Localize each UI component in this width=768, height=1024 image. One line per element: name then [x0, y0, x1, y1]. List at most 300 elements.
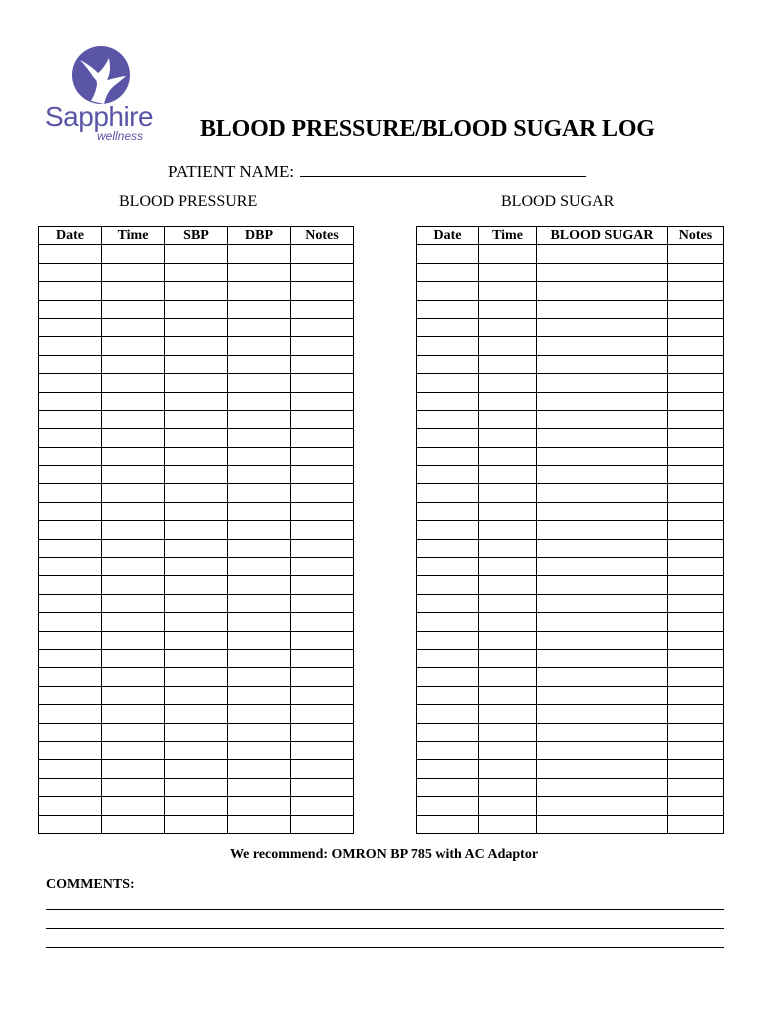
cell-date[interactable]	[39, 484, 102, 502]
cell-date[interactable]	[417, 815, 479, 833]
cell-notes[interactable]	[668, 723, 724, 741]
cell-time[interactable]	[102, 797, 165, 815]
cell-date[interactable]	[39, 300, 102, 318]
cell-notes[interactable]	[668, 484, 724, 502]
cell-time[interactable]	[479, 502, 537, 520]
cell-date[interactable]	[39, 741, 102, 759]
cell-blood-sugar[interactable]	[537, 705, 668, 723]
cell-notes[interactable]	[668, 778, 724, 796]
cell-sbp[interactable]	[165, 337, 228, 355]
cell-date[interactable]	[417, 374, 479, 392]
cell-time[interactable]	[102, 484, 165, 502]
cell-date[interactable]	[39, 374, 102, 392]
cell-dbp[interactable]	[228, 300, 291, 318]
cell-dbp[interactable]	[228, 447, 291, 465]
cell-date[interactable]	[417, 778, 479, 796]
cell-notes[interactable]	[291, 318, 354, 336]
cell-time[interactable]	[479, 447, 537, 465]
cell-sbp[interactable]	[165, 245, 228, 263]
cell-sbp[interactable]	[165, 263, 228, 281]
cell-notes[interactable]	[668, 649, 724, 667]
cell-dbp[interactable]	[228, 245, 291, 263]
cell-time[interactable]	[479, 429, 537, 447]
cell-notes[interactable]	[668, 705, 724, 723]
cell-blood-sugar[interactable]	[537, 668, 668, 686]
cell-time[interactable]	[102, 337, 165, 355]
cell-time[interactable]	[102, 815, 165, 833]
comment-line[interactable]	[46, 928, 724, 929]
cell-notes[interactable]	[668, 797, 724, 815]
cell-blood-sugar[interactable]	[537, 392, 668, 410]
cell-notes[interactable]	[668, 558, 724, 576]
cell-sbp[interactable]	[165, 484, 228, 502]
cell-time[interactable]	[102, 594, 165, 612]
cell-notes[interactable]	[291, 686, 354, 704]
cell-date[interactable]	[39, 797, 102, 815]
cell-dbp[interactable]	[228, 594, 291, 612]
cell-date[interactable]	[39, 686, 102, 704]
cell-blood-sugar[interactable]	[537, 502, 668, 520]
cell-time[interactable]	[102, 466, 165, 484]
cell-notes[interactable]	[668, 447, 724, 465]
cell-dbp[interactable]	[228, 558, 291, 576]
cell-notes[interactable]	[291, 447, 354, 465]
cell-date[interactable]	[417, 337, 479, 355]
cell-blood-sugar[interactable]	[537, 631, 668, 649]
cell-time[interactable]	[102, 741, 165, 759]
cell-dbp[interactable]	[228, 466, 291, 484]
cell-time[interactable]	[102, 760, 165, 778]
cell-dbp[interactable]	[228, 521, 291, 539]
cell-time[interactable]	[479, 741, 537, 759]
cell-notes[interactable]	[291, 300, 354, 318]
cell-time[interactable]	[479, 521, 537, 539]
cell-notes[interactable]	[668, 539, 724, 557]
cell-notes[interactable]	[668, 521, 724, 539]
cell-time[interactable]	[102, 631, 165, 649]
cell-sbp[interactable]	[165, 594, 228, 612]
cell-dbp[interactable]	[228, 797, 291, 815]
cell-time[interactable]	[479, 300, 537, 318]
cell-notes[interactable]	[291, 631, 354, 649]
cell-date[interactable]	[39, 410, 102, 428]
cell-sbp[interactable]	[165, 558, 228, 576]
cell-notes[interactable]	[291, 649, 354, 667]
cell-notes[interactable]	[291, 484, 354, 502]
cell-date[interactable]	[417, 539, 479, 557]
cell-date[interactable]	[39, 668, 102, 686]
cell-time[interactable]	[479, 337, 537, 355]
cell-notes[interactable]	[668, 502, 724, 520]
cell-time[interactable]	[479, 263, 537, 281]
cell-time[interactable]	[102, 686, 165, 704]
cell-time[interactable]	[102, 649, 165, 667]
cell-notes[interactable]	[291, 723, 354, 741]
cell-date[interactable]	[39, 539, 102, 557]
cell-blood-sugar[interactable]	[537, 723, 668, 741]
cell-date[interactable]	[39, 631, 102, 649]
cell-notes[interactable]	[291, 355, 354, 373]
table-row	[417, 484, 724, 502]
patient-name-field[interactable]	[300, 160, 586, 177]
cell-notes[interactable]	[291, 815, 354, 833]
cell-sbp[interactable]	[165, 300, 228, 318]
cell-time[interactable]	[102, 539, 165, 557]
cell-date[interactable]	[417, 723, 479, 741]
cell-blood-sugar[interactable]	[537, 797, 668, 815]
cell-date[interactable]	[39, 594, 102, 612]
cell-date[interactable]	[417, 318, 479, 336]
cell-blood-sugar[interactable]	[537, 300, 668, 318]
cell-notes[interactable]	[291, 576, 354, 594]
cell-dbp[interactable]	[228, 484, 291, 502]
cell-sbp[interactable]	[165, 502, 228, 520]
cell-sbp[interactable]	[165, 539, 228, 557]
cell-time[interactable]	[479, 245, 537, 263]
cell-sbp[interactable]	[165, 429, 228, 447]
cell-time[interactable]	[102, 558, 165, 576]
cell-sbp[interactable]	[165, 797, 228, 815]
cell-notes[interactable]	[291, 778, 354, 796]
cell-date[interactable]	[417, 300, 479, 318]
cell-date[interactable]	[39, 466, 102, 484]
table-row	[39, 797, 354, 815]
cell-date[interactable]	[417, 797, 479, 815]
cell-time[interactable]	[479, 392, 537, 410]
cell-time[interactable]	[479, 410, 537, 428]
cell-time[interactable]	[479, 355, 537, 373]
cell-date[interactable]	[417, 484, 479, 502]
cell-date[interactable]	[417, 741, 479, 759]
cell-blood-sugar[interactable]	[537, 355, 668, 373]
cell-time[interactable]	[479, 760, 537, 778]
cell-notes[interactable]	[291, 410, 354, 428]
cell-sbp[interactable]	[165, 466, 228, 484]
cell-date[interactable]	[417, 576, 479, 594]
cell-time[interactable]	[102, 410, 165, 428]
cell-notes[interactable]	[668, 466, 724, 484]
cell-notes[interactable]	[291, 741, 354, 759]
cell-time[interactable]	[479, 374, 537, 392]
cell-sbp[interactable]	[165, 649, 228, 667]
cell-blood-sugar[interactable]	[537, 466, 668, 484]
cell-sbp[interactable]	[165, 282, 228, 300]
cell-dbp[interactable]	[228, 374, 291, 392]
cell-notes[interactable]	[668, 429, 724, 447]
cell-dbp[interactable]	[228, 760, 291, 778]
cell-time[interactable]	[102, 502, 165, 520]
cell-sbp[interactable]	[165, 521, 228, 539]
cell-notes[interactable]	[668, 355, 724, 373]
cell-date[interactable]	[417, 613, 479, 631]
cell-time[interactable]	[479, 705, 537, 723]
cell-sbp[interactable]	[165, 686, 228, 704]
cell-date[interactable]	[417, 429, 479, 447]
cell-notes[interactable]	[668, 594, 724, 612]
cell-notes[interactable]	[668, 613, 724, 631]
cell-date[interactable]	[417, 594, 479, 612]
cell-sbp[interactable]	[165, 631, 228, 649]
cell-date[interactable]	[417, 245, 479, 263]
cell-notes[interactable]	[291, 558, 354, 576]
table-row	[417, 355, 724, 373]
column-header-sbp: SBP	[165, 227, 228, 245]
cell-blood-sugar[interactable]	[537, 815, 668, 833]
cell-sbp[interactable]	[165, 355, 228, 373]
cell-blood-sugar[interactable]	[537, 447, 668, 465]
cell-blood-sugar[interactable]	[537, 760, 668, 778]
cell-notes[interactable]	[291, 392, 354, 410]
cell-blood-sugar[interactable]	[537, 521, 668, 539]
cell-sbp[interactable]	[165, 576, 228, 594]
cell-date[interactable]	[39, 282, 102, 300]
cell-date[interactable]	[39, 392, 102, 410]
cell-blood-sugar[interactable]	[537, 245, 668, 263]
cell-dbp[interactable]	[228, 502, 291, 520]
cell-time[interactable]	[479, 558, 537, 576]
cell-notes[interactable]	[291, 521, 354, 539]
cell-date[interactable]	[39, 815, 102, 833]
cell-notes[interactable]	[291, 374, 354, 392]
cell-dbp[interactable]	[228, 686, 291, 704]
cell-sbp[interactable]	[165, 778, 228, 796]
cell-time[interactable]	[102, 429, 165, 447]
cell-notes[interactable]	[668, 318, 724, 336]
cell-date[interactable]	[417, 631, 479, 649]
cell-date[interactable]	[39, 778, 102, 796]
cell-date[interactable]	[417, 668, 479, 686]
cell-notes[interactable]	[291, 429, 354, 447]
cell-time[interactable]	[102, 778, 165, 796]
cell-time[interactable]	[102, 263, 165, 281]
table-row	[417, 631, 724, 649]
cell-date[interactable]	[39, 649, 102, 667]
cell-date[interactable]	[417, 502, 479, 520]
cell-notes[interactable]	[668, 392, 724, 410]
cell-sbp[interactable]	[165, 760, 228, 778]
cell-time[interactable]	[479, 613, 537, 631]
cell-date[interactable]	[39, 429, 102, 447]
cell-notes[interactable]	[291, 613, 354, 631]
cell-sbp[interactable]	[165, 392, 228, 410]
cell-sbp[interactable]	[165, 668, 228, 686]
cell-notes[interactable]	[668, 300, 724, 318]
cell-blood-sugar[interactable]	[537, 778, 668, 796]
cell-date[interactable]	[39, 337, 102, 355]
cell-time[interactable]	[479, 815, 537, 833]
cell-notes[interactable]	[291, 594, 354, 612]
cell-blood-sugar[interactable]	[537, 558, 668, 576]
cell-dbp[interactable]	[228, 649, 291, 667]
cell-blood-sugar[interactable]	[537, 613, 668, 631]
cell-sbp[interactable]	[165, 705, 228, 723]
cell-date[interactable]	[39, 705, 102, 723]
cell-notes[interactable]	[668, 337, 724, 355]
cell-blood-sugar[interactable]	[537, 337, 668, 355]
cell-time[interactable]	[102, 318, 165, 336]
cell-notes[interactable]	[668, 760, 724, 778]
cell-dbp[interactable]	[228, 337, 291, 355]
cell-date[interactable]	[417, 447, 479, 465]
cell-sbp[interactable]	[165, 374, 228, 392]
cell-time[interactable]	[479, 466, 537, 484]
cell-notes[interactable]	[668, 686, 724, 704]
cell-date[interactable]	[39, 576, 102, 594]
cell-blood-sugar[interactable]	[537, 484, 668, 502]
cell-date[interactable]	[39, 355, 102, 373]
cell-time[interactable]	[102, 668, 165, 686]
cell-notes[interactable]	[291, 760, 354, 778]
cell-time[interactable]	[479, 686, 537, 704]
cell-time[interactable]	[479, 668, 537, 686]
table-row	[417, 558, 724, 576]
cell-dbp[interactable]	[228, 392, 291, 410]
cell-blood-sugar[interactable]	[537, 649, 668, 667]
cell-notes[interactable]	[668, 631, 724, 649]
cell-time[interactable]	[479, 576, 537, 594]
cell-notes[interactable]	[291, 337, 354, 355]
cell-time[interactable]	[479, 594, 537, 612]
cell-dbp[interactable]	[228, 723, 291, 741]
cell-blood-sugar[interactable]	[537, 429, 668, 447]
cell-time[interactable]	[102, 355, 165, 373]
cell-time[interactable]	[102, 521, 165, 539]
cell-date[interactable]	[39, 318, 102, 336]
cell-dbp[interactable]	[228, 410, 291, 428]
cell-notes[interactable]	[668, 245, 724, 263]
cell-dbp[interactable]	[228, 778, 291, 796]
cell-sbp[interactable]	[165, 723, 228, 741]
cell-dbp[interactable]	[228, 631, 291, 649]
cell-date[interactable]	[39, 760, 102, 778]
cell-dbp[interactable]	[228, 429, 291, 447]
cell-date[interactable]	[417, 282, 479, 300]
table-row	[39, 245, 354, 263]
cell-notes[interactable]	[668, 668, 724, 686]
cell-blood-sugar[interactable]	[537, 539, 668, 557]
cell-sbp[interactable]	[165, 318, 228, 336]
cell-time[interactable]	[479, 797, 537, 815]
cell-date[interactable]	[417, 466, 479, 484]
cell-date[interactable]	[417, 410, 479, 428]
cell-dbp[interactable]	[228, 318, 291, 336]
cell-date[interactable]	[39, 521, 102, 539]
cell-time[interactable]	[102, 447, 165, 465]
cell-blood-sugar[interactable]	[537, 374, 668, 392]
cell-notes[interactable]	[291, 263, 354, 281]
cell-time[interactable]	[102, 374, 165, 392]
cell-date[interactable]	[417, 392, 479, 410]
cell-time[interactable]	[479, 539, 537, 557]
cell-notes[interactable]	[291, 539, 354, 557]
cell-blood-sugar[interactable]	[537, 741, 668, 759]
cell-dbp[interactable]	[228, 355, 291, 373]
cell-dbp[interactable]	[228, 815, 291, 833]
cell-date[interactable]	[417, 760, 479, 778]
cell-time[interactable]	[479, 484, 537, 502]
cell-time[interactable]	[102, 705, 165, 723]
cell-date[interactable]	[417, 558, 479, 576]
cell-date[interactable]	[417, 649, 479, 667]
cell-sbp[interactable]	[165, 741, 228, 759]
cell-blood-sugar[interactable]	[537, 576, 668, 594]
cell-notes[interactable]	[668, 815, 724, 833]
cell-time[interactable]	[102, 392, 165, 410]
cell-dbp[interactable]	[228, 576, 291, 594]
cell-sbp[interactable]	[165, 613, 228, 631]
cell-time[interactable]	[479, 649, 537, 667]
cell-date[interactable]	[417, 521, 479, 539]
cell-notes[interactable]	[668, 263, 724, 281]
cell-dbp[interactable]	[228, 613, 291, 631]
cell-notes[interactable]	[668, 282, 724, 300]
cell-sbp[interactable]	[165, 410, 228, 428]
cell-date[interactable]	[39, 245, 102, 263]
cell-date[interactable]	[39, 613, 102, 631]
cell-dbp[interactable]	[228, 282, 291, 300]
cell-time[interactable]	[479, 778, 537, 796]
cell-dbp[interactable]	[228, 705, 291, 723]
cell-date[interactable]	[39, 558, 102, 576]
cell-time[interactable]	[102, 576, 165, 594]
cell-notes[interactable]	[291, 705, 354, 723]
cell-notes[interactable]	[668, 741, 724, 759]
cell-blood-sugar[interactable]	[537, 263, 668, 281]
comment-line[interactable]	[46, 909, 724, 910]
cell-time[interactable]	[102, 282, 165, 300]
cell-sbp[interactable]	[165, 447, 228, 465]
cell-notes[interactable]	[668, 576, 724, 594]
cell-date[interactable]	[39, 447, 102, 465]
cell-time[interactable]	[102, 613, 165, 631]
cell-date[interactable]	[39, 723, 102, 741]
cell-notes[interactable]	[291, 245, 354, 263]
cell-dbp[interactable]	[228, 263, 291, 281]
cell-date[interactable]	[417, 705, 479, 723]
cell-blood-sugar[interactable]	[537, 410, 668, 428]
cell-sbp[interactable]	[165, 815, 228, 833]
cell-time[interactable]	[479, 318, 537, 336]
comment-line[interactable]	[46, 947, 724, 948]
cell-date[interactable]	[417, 355, 479, 373]
cell-time[interactable]	[479, 282, 537, 300]
cell-dbp[interactable]	[228, 741, 291, 759]
cell-date[interactable]	[39, 263, 102, 281]
cell-time[interactable]	[102, 300, 165, 318]
cell-blood-sugar[interactable]	[537, 318, 668, 336]
cell-date[interactable]	[39, 502, 102, 520]
cell-notes[interactable]	[668, 374, 724, 392]
cell-blood-sugar[interactable]	[537, 686, 668, 704]
cell-date[interactable]	[417, 686, 479, 704]
cell-time[interactable]	[479, 631, 537, 649]
cell-notes[interactable]	[291, 502, 354, 520]
cell-notes[interactable]	[291, 668, 354, 686]
cell-time[interactable]	[479, 723, 537, 741]
cell-notes[interactable]	[291, 466, 354, 484]
cell-notes[interactable]	[291, 797, 354, 815]
cell-dbp[interactable]	[228, 539, 291, 557]
cell-time[interactable]	[102, 723, 165, 741]
cell-notes[interactable]	[291, 282, 354, 300]
cell-dbp[interactable]	[228, 668, 291, 686]
cell-blood-sugar[interactable]	[537, 594, 668, 612]
cell-notes[interactable]	[668, 410, 724, 428]
cell-time[interactable]	[102, 245, 165, 263]
cell-date[interactable]	[417, 263, 479, 281]
table-row	[417, 392, 724, 410]
cell-blood-sugar[interactable]	[537, 282, 668, 300]
